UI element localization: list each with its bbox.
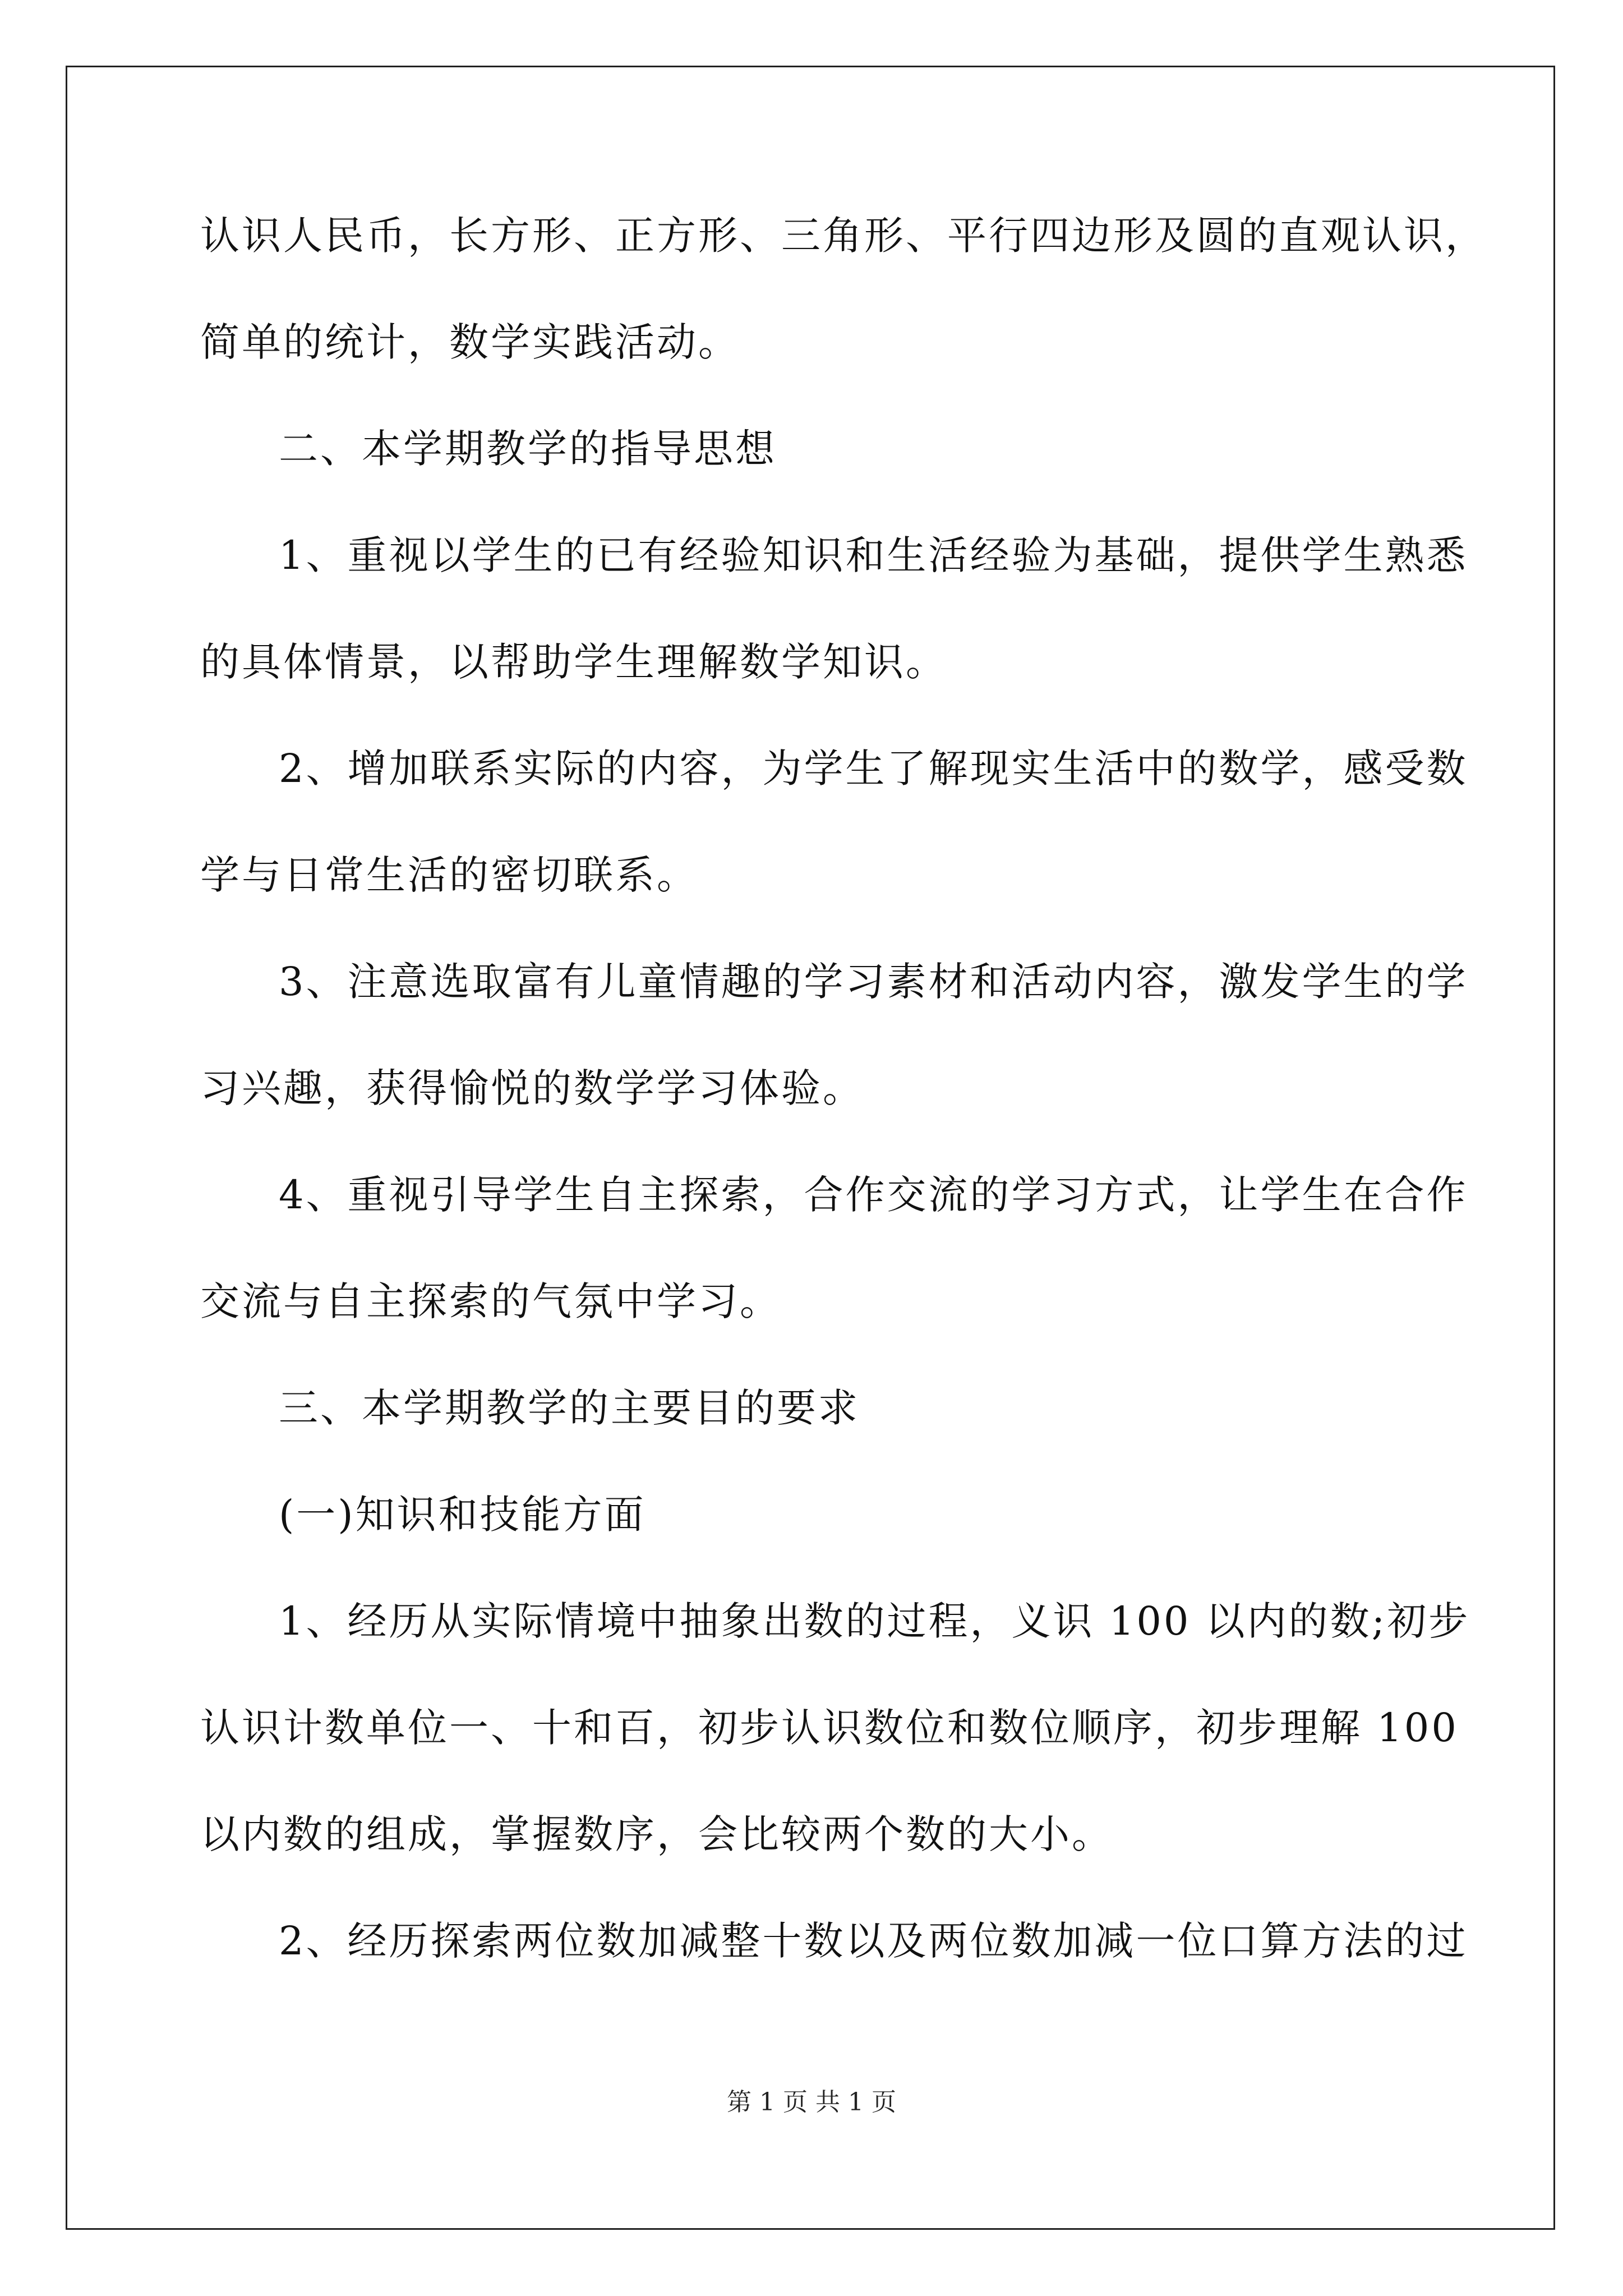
page-border — [66, 66, 1555, 2230]
text-line: 1、经历从实际情境中抽象出数的过程，义识 100 以内的数;初步 — [279, 1598, 1470, 1644]
text-line: 的具体情景，以帮助学生理解数学知识。 — [200, 639, 947, 685]
text-line: 认识人民币，长方形、正方形、三角形、平行四边形及圆的直观认识， — [200, 213, 1487, 259]
text-line: 以内数的组成，掌握数序，会比较两个数的大小。 — [200, 1811, 1113, 1857]
text-line: 2、增加联系实际的内容，为学生了解现实生活中的数学，感受数 — [279, 746, 1468, 792]
text-line: 1、重视以学生的已有经验知识和生活经验为基础，提供学生熟悉 — [279, 532, 1468, 578]
text-line: 4、重视引导学生自主探索，合作交流的学习方式，让学生在合作 — [279, 1172, 1468, 1218]
text-line: 学与日常生活的密切联系。 — [200, 852, 698, 898]
section-heading: 二、本学期教学的指导思想 — [279, 426, 777, 472]
page-number-footer: 第 1 页 共 1 页 — [727, 2088, 896, 2116]
text-line: 交流与自主探索的气氛中学习。 — [200, 1278, 781, 1324]
section-heading: 三、本学期教学的主要目的要求 — [279, 1385, 860, 1431]
text-line: 认识计数单位一、十和百，初步认识数位和数位顺序，初步理解 100 — [200, 1705, 1459, 1751]
text-line: 2、经历探索两位数加减整十数以及两位数加减一位口算方法的过 — [279, 1918, 1468, 1964]
subsection-heading: (一)知识和技能方面 — [279, 1492, 646, 1538]
text-line: 习兴趣，获得愉悦的数学学习体验。 — [200, 1065, 864, 1111]
text-line: 简单的统计，数学实践活动。 — [200, 319, 740, 365]
text-line: 3、注意选取富有儿童情趣的学习素材和活动内容，激发学生的学 — [279, 959, 1468, 1005]
